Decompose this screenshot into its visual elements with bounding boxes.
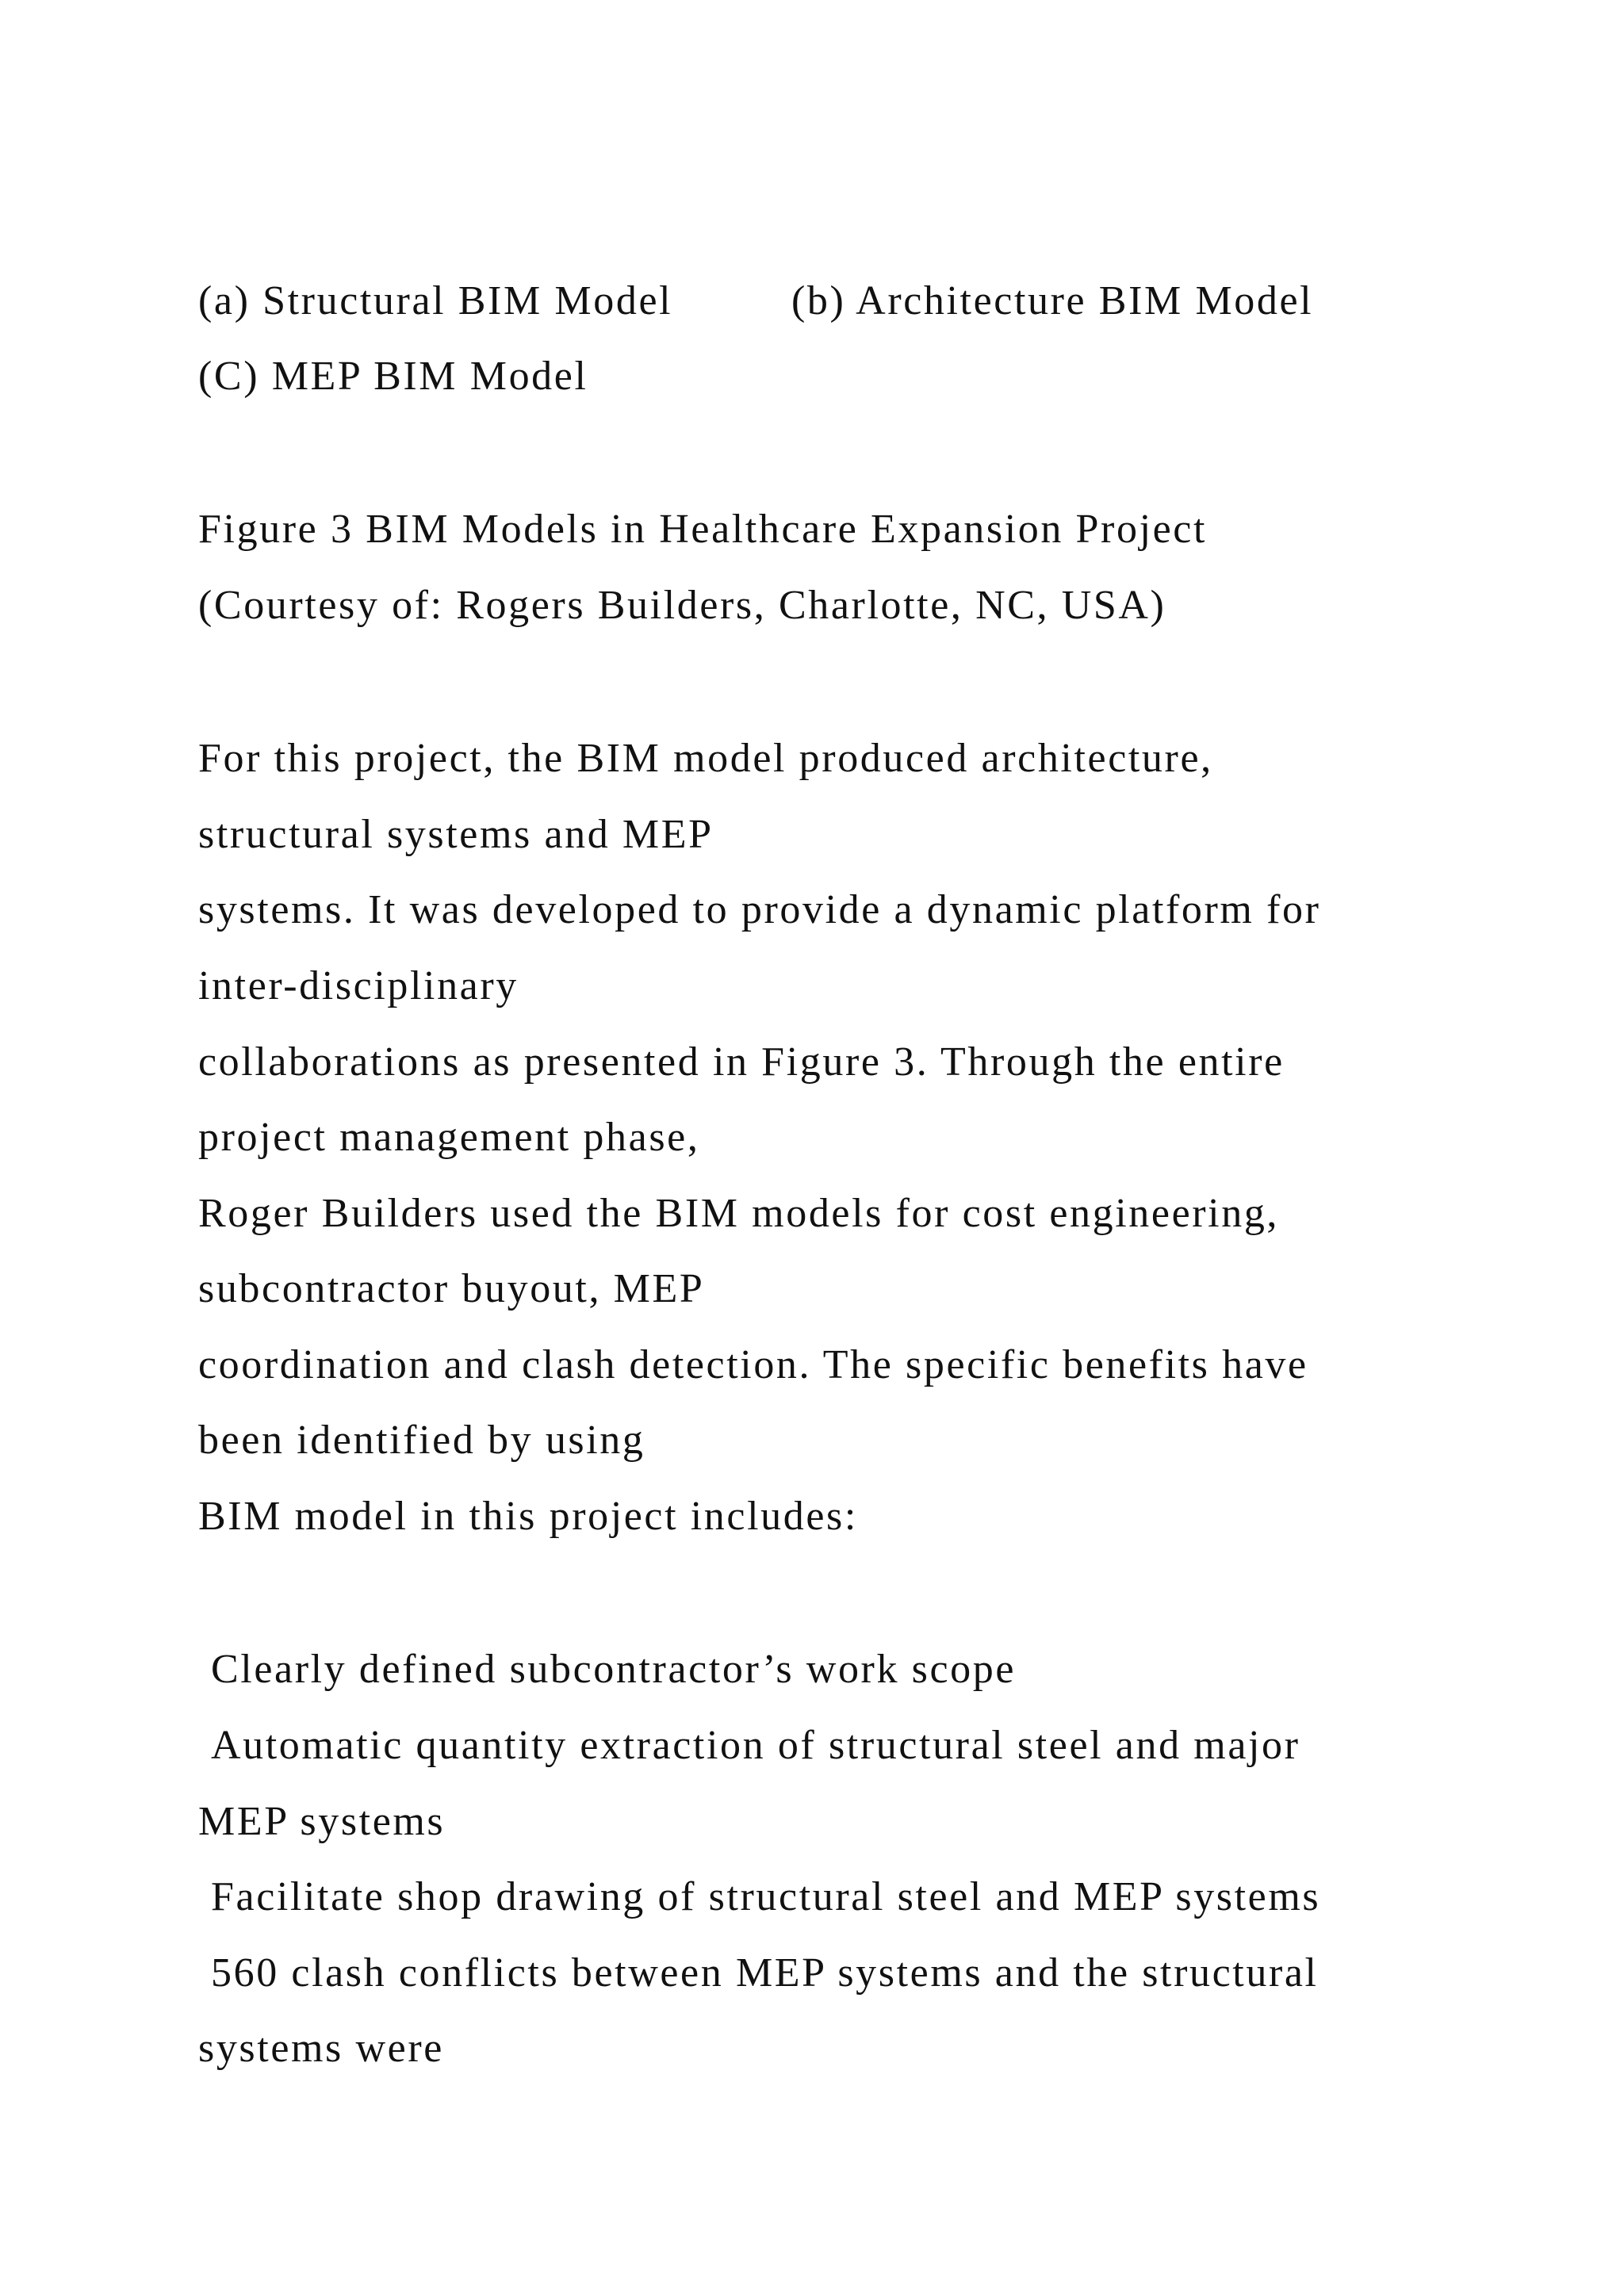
figure-caption-c: (C) MEP BIM Model (198, 354, 588, 399)
figure-caption-b: (b) Architecture BIM Model (791, 278, 1314, 323)
body-line: structural systems and MEP (198, 812, 714, 857)
benefit-item: 560 clash conflicts between MEP systems and the structural (211, 1950, 1319, 1996)
body-line: subcontractor buyout, MEP (198, 1266, 705, 1311)
body-line: inter-disciplinary (198, 963, 519, 1008)
benefit-item-continuation: MEP systems (198, 1799, 446, 1844)
body-line: Roger Builders used the BIM models for cost engineering, (198, 1191, 1280, 1236)
body-line: For this project, the BIM model produced architecture, (198, 736, 1213, 781)
body-line: coordination and clash detection. The specific benefits have (198, 1342, 1308, 1387)
benefit-item: Automatic quantity extraction of structural steel and major (211, 1723, 1300, 1768)
body-line: project management phase, (198, 1115, 700, 1160)
benefit-item: Clearly defined subcontractor’s work scope (211, 1647, 1017, 1692)
benefit-item: Facilitate shop drawing of structural steel and MEP systems (211, 1874, 1321, 1919)
body-line: collaborations as presented in Figure 3. Through the entire (198, 1039, 1285, 1085)
figure-credit: (Courtesy of: Rogers Builders, Charlotte, NC, USA) (198, 583, 1166, 628)
body-line: been identified by using (198, 1418, 645, 1463)
body-line: systems. It was developed to provide a dynamic platform for (198, 887, 1321, 932)
body-line: BIM model in this project includes: (198, 1494, 858, 1539)
figure-caption-a: (a) Structural BIM Model (198, 278, 673, 323)
figure-title: Figure 3 BIM Models in Healthcare Expansion Project (198, 507, 1208, 552)
benefit-item-continuation: systems were (198, 2026, 444, 2071)
